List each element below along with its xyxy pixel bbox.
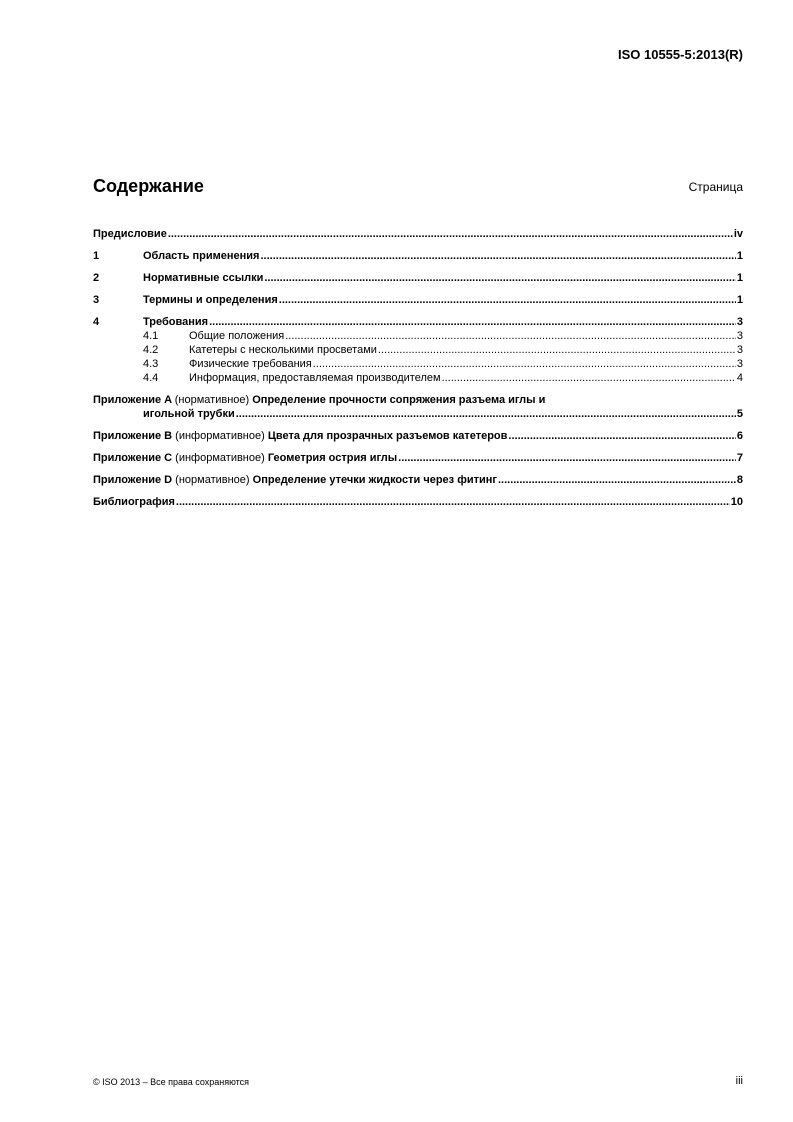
annex-type: (нормативное) [174, 394, 250, 406]
toc-entry-section-4[interactable] [93, 315, 743, 329]
toc-entry-page: 8 [736, 474, 743, 486]
toc-entry-subsection-4-4[interactable] [93, 371, 743, 385]
toc-entry-text: Общие положения [189, 330, 285, 342]
toc-entry-page: 4 [736, 372, 743, 384]
toc-entry-page: iv [733, 228, 743, 240]
leader-dots [398, 451, 736, 465]
leader-dots [442, 371, 736, 385]
toc-entry-subsection-4-1[interactable] [93, 329, 743, 343]
toc-entry-annex-c[interactable] [93, 451, 743, 465]
toc-entry-page: 7 [736, 452, 743, 464]
toc-entry-page: 3 [736, 330, 743, 342]
toc-entry-annex-b[interactable] [93, 429, 743, 443]
toc-entry-number: 4.1 [143, 330, 159, 342]
leader-dots [498, 473, 736, 487]
annex-label: Приложение C [93, 452, 173, 464]
annex-title: Определение прочности сопряжения разъема иглы и [252, 394, 546, 406]
annex-label: Приложение D [93, 474, 173, 486]
toc-entry-text: Предисловие [93, 228, 167, 240]
toc-entry-section-3[interactable] [93, 293, 743, 307]
toc-entry-page: 10 [730, 496, 743, 508]
leader-dots [285, 329, 736, 343]
page-column-label: Страница [688, 180, 743, 194]
toc-entry-page: 3 [736, 358, 743, 370]
toc-entry-number: 4 [93, 316, 100, 328]
toc-entry-section-1[interactable] [93, 249, 743, 263]
leader-dots [168, 227, 733, 241]
toc-entry-number: 4.3 [143, 358, 159, 370]
toc-entry-annex-a[interactable] [93, 393, 743, 421]
footer-page-number: iii [735, 1075, 743, 1087]
toc-entry-foreword[interactable] [93, 227, 743, 241]
leader-dots [176, 495, 730, 509]
leader-dots [378, 343, 736, 357]
toc-entry-page: 1 [736, 272, 743, 284]
annex-type: (информативное) [175, 452, 265, 464]
annex-type: (нормативное) [175, 474, 250, 486]
toc-entry-number: 2 [93, 272, 100, 284]
leader-dots [264, 271, 736, 285]
annex-title-continued: игольной трубки [143, 408, 235, 420]
toc-entry-page: 3 [736, 344, 743, 356]
annex-heading-line [93, 393, 743, 407]
toc-entry-text: Катетеры с несколькими просветами [189, 344, 377, 356]
annex-label: Приложение B [93, 430, 173, 442]
toc-entry-annex-d[interactable] [93, 473, 743, 487]
annex-title: Определение утечки жидкости через фитинг [252, 474, 497, 486]
toc-entry-number: 4.4 [143, 372, 159, 384]
toc-title: Содержание [93, 176, 204, 196]
annex-label: Приложение A [93, 394, 172, 406]
toc-entry-section-2[interactable] [93, 271, 743, 285]
toc-entry-text: Термины и определения [143, 294, 278, 306]
toc-entry-text: Информация, предоставляемая производителем [189, 372, 441, 384]
footer-copyright: © ISO 2013 – Все права сохраняются [93, 1077, 250, 1087]
leader-dots [236, 407, 736, 421]
toc-entry-page: 3 [736, 316, 743, 328]
toc-entry-text: Требования [143, 316, 209, 328]
toc-entry-number: 4.2 [143, 344, 159, 356]
toc-entry-text: Область применения [143, 250, 260, 262]
document-id: ISO 10555-5:2013(R) [617, 47, 743, 62]
toc-entry-number: 3 [93, 294, 100, 306]
toc-entry-bibliography[interactable] [93, 495, 743, 509]
toc-entry-page: 6 [736, 430, 743, 442]
toc-entry-text: Физические требования [189, 358, 312, 370]
leader-dots [508, 429, 735, 443]
annex-continuation-line [93, 407, 743, 421]
toc-entry-page: 5 [736, 408, 743, 420]
annex-title: Цвета для прозрачных разъемов катетеров [267, 430, 508, 442]
leader-dots [313, 357, 736, 371]
annex-title: Геометрия острия иглы [267, 452, 398, 464]
toc-entry-text: Нормативные ссылки [143, 272, 264, 284]
leader-dots [209, 315, 736, 329]
table-of-contents [93, 227, 743, 509]
toc-entry-page: 1 [736, 294, 743, 306]
toc-entry-number: 1 [93, 250, 100, 262]
leader-dots [260, 249, 735, 263]
annex-type: (информативное) [175, 430, 265, 442]
toc-entry-page: 1 [736, 250, 743, 262]
toc-entry-subsection-4-3[interactable] [93, 357, 743, 371]
leader-dots [279, 293, 736, 307]
toc-entry-text: Библиография [93, 496, 175, 508]
toc-entry-subsection-4-2[interactable] [93, 343, 743, 357]
